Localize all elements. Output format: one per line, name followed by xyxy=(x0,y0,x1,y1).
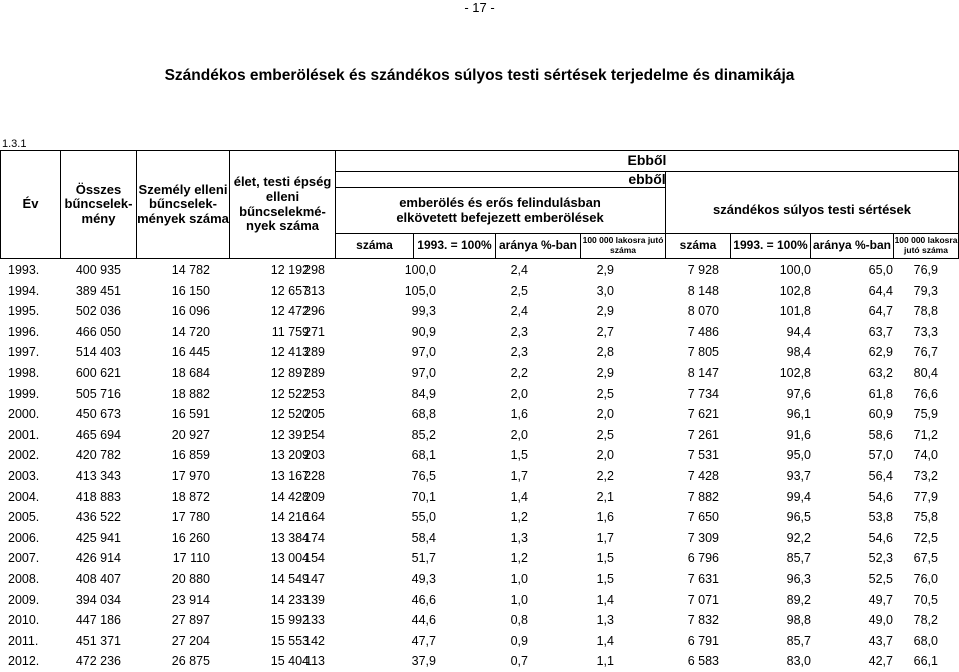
cell-year: 1996. xyxy=(8,324,40,339)
cell-assault-per100k: 75,8 xyxy=(913,510,938,525)
cell-homicide-share: 2,0 xyxy=(510,427,528,442)
cell-life-crimes: 13 167 xyxy=(270,469,309,483)
cell-homicide-count: 203 xyxy=(304,448,325,463)
cell-assault-per100k: 66,1 xyxy=(913,654,938,669)
cell-assault-count: 7 631 xyxy=(687,572,719,586)
cell-homicide-index: 85,2 xyxy=(411,427,436,442)
table-row xyxy=(0,260,959,281)
cell-homicide-per100k: 1,4 xyxy=(596,592,614,607)
cell-life-crimes: 14 549 xyxy=(270,572,309,586)
header-ebbol: Ebből xyxy=(627,152,667,169)
table-row xyxy=(0,342,959,363)
cell-assault-index: 102,8 xyxy=(779,366,811,380)
cell-year: 2008. xyxy=(8,572,40,586)
cell-assault-per100k: 78,2 xyxy=(913,613,938,628)
header-year: Év xyxy=(22,196,39,212)
cell-assault-share: 64,7 xyxy=(868,304,893,319)
ebbol2-divider xyxy=(335,187,665,188)
table-row xyxy=(0,569,959,590)
cell-homicide-count: 142 xyxy=(304,633,325,648)
cell-total-crimes: 600 621 xyxy=(75,366,121,380)
cell-total-crimes: 389 451 xyxy=(75,283,121,298)
table-row xyxy=(0,425,959,446)
cell-homicide-per100k: 2,7 xyxy=(596,324,614,339)
cell-life-crimes: 15 404 xyxy=(270,654,309,669)
cell-assault-count: 6 796 xyxy=(687,551,719,566)
header-subcol-divider xyxy=(580,233,581,259)
cell-person-crimes: 18 872 xyxy=(171,489,210,504)
cell-homicide-per100k: 2,9 xyxy=(596,366,614,380)
cell-life-crimes: 15 992 xyxy=(270,613,309,628)
cell-year: 2000. xyxy=(8,407,40,422)
cell-total-crimes: 426 914 xyxy=(75,551,121,566)
cell-life-crimes: 12 522 xyxy=(270,386,309,401)
header-assault-index: 1993. = 100% xyxy=(733,238,808,253)
header-ebbol2: ebből xyxy=(628,170,666,187)
cell-assault-per100k: 76,0 xyxy=(913,572,938,586)
header-assault: szándékos súlyos testi sértések xyxy=(713,202,911,218)
cell-total-crimes: 465 694 xyxy=(75,427,121,442)
cell-life-crimes: 12 897 xyxy=(270,366,309,380)
cell-assault-per100k: 67,5 xyxy=(913,551,938,566)
cell-year: 2011. xyxy=(8,633,39,648)
cell-homicide-share: 1,4 xyxy=(510,489,528,504)
cell-homicide-count: 164 xyxy=(304,510,325,525)
header-assault-count: száma xyxy=(679,238,717,253)
cell-assault-count: 8 070 xyxy=(687,304,719,319)
cell-life-crimes: 12 192 xyxy=(270,263,309,277)
cell-homicide-share: 2,5 xyxy=(510,283,528,298)
cell-year: 2005. xyxy=(8,510,40,525)
cell-total-crimes: 450 673 xyxy=(75,407,121,422)
cell-homicide-index: 68,8 xyxy=(411,407,436,422)
cell-person-crimes: 26 875 xyxy=(171,654,210,669)
cell-assault-count: 6 791 xyxy=(687,633,719,648)
cell-assault-index: 83,0 xyxy=(786,654,811,669)
header-assault-per100k: 100 000 lakosra jutó száma xyxy=(894,235,958,255)
cell-life-crimes: 14 428 xyxy=(270,489,309,504)
cell-year: 1994. xyxy=(8,283,40,298)
cell-life-crimes: 14 233 xyxy=(270,592,309,607)
cell-assault-index: 98,8 xyxy=(786,613,811,628)
cell-total-crimes: 466 050 xyxy=(75,324,121,339)
cell-homicide-share: 1,0 xyxy=(510,572,528,586)
cell-total-crimes: 418 883 xyxy=(75,489,121,504)
cell-homicide-per100k: 3,0 xyxy=(596,283,614,298)
cell-assault-per100k: 76,9 xyxy=(913,263,938,277)
cell-assault-index: 94,4 xyxy=(786,324,811,339)
cell-homicide-share: 2,2 xyxy=(510,366,528,380)
cell-life-crimes: 13 004 xyxy=(270,551,309,566)
cell-homicide-share: 2,0 xyxy=(510,386,528,401)
cell-homicide-per100k: 2,0 xyxy=(596,448,614,463)
cell-homicide-index: 105,0 xyxy=(404,283,436,298)
cell-homicide-index: 97,0 xyxy=(411,366,436,380)
cell-homicide-index: 68,1 xyxy=(411,448,436,463)
table-row xyxy=(0,445,959,466)
cell-homicide-per100k: 1,5 xyxy=(596,572,614,586)
cell-assault-index: 102,8 xyxy=(779,283,811,298)
cell-homicide-per100k: 2,1 xyxy=(596,489,614,504)
cell-assault-share: 57,0 xyxy=(868,448,893,463)
header-assault-share: aránya %-ban xyxy=(812,238,892,253)
cell-person-crimes: 20 880 xyxy=(171,572,210,586)
cell-year: 1999. xyxy=(8,386,40,401)
cell-assault-per100k: 79,3 xyxy=(913,283,938,298)
cell-assault-share: 43,7 xyxy=(868,633,893,648)
cell-homicide-index: 84,9 xyxy=(411,386,436,401)
cell-homicide-index: 46,6 xyxy=(411,592,436,607)
cell-total-crimes: 394 034 xyxy=(75,592,121,607)
cell-assault-share: 60,9 xyxy=(868,407,893,422)
cell-assault-per100k: 73,2 xyxy=(913,469,938,483)
cell-assault-index: 85,7 xyxy=(786,633,811,648)
cell-person-crimes: 16 591 xyxy=(171,407,210,422)
cell-homicide-per100k: 2,9 xyxy=(596,304,614,319)
table-row xyxy=(0,404,959,425)
table-row xyxy=(0,384,959,405)
cell-homicide-per100k: 1,1 xyxy=(596,654,614,669)
cell-assault-share: 63,7 xyxy=(868,324,893,339)
cell-assault-index: 96,3 xyxy=(786,572,811,586)
cell-homicide-per100k: 1,5 xyxy=(596,551,614,566)
cell-assault-index: 92,2 xyxy=(786,530,811,545)
cell-year: 2001. xyxy=(8,427,40,442)
header-homicide-count: száma xyxy=(356,238,393,253)
cell-assault-count: 6 583 xyxy=(687,654,719,669)
cell-homicide-per100k: 2,9 xyxy=(596,263,614,277)
cell-homicide-index: 58,4 xyxy=(411,530,436,545)
cell-homicide-count: 205 xyxy=(304,407,325,422)
cell-assault-index: 89,2 xyxy=(786,592,811,607)
cell-homicide-per100k: 2,8 xyxy=(596,345,614,360)
cell-year: 2009. xyxy=(8,592,40,607)
cell-assault-count: 7 261 xyxy=(687,427,719,442)
cell-homicide-index: 90,9 xyxy=(411,324,436,339)
cell-assault-per100k: 71,2 xyxy=(913,427,938,442)
cell-assault-share: 49,0 xyxy=(868,613,893,628)
cell-person-crimes: 16 445 xyxy=(171,345,210,360)
table-row xyxy=(0,651,959,672)
header-homicide-share: aránya %-ban xyxy=(498,238,578,253)
cell-homicide-per100k: 2,5 xyxy=(596,386,614,401)
cell-homicide-per100k: 2,0 xyxy=(596,407,614,422)
cell-homicide-per100k: 2,2 xyxy=(596,469,614,483)
cell-year: 1998. xyxy=(8,366,40,380)
cell-total-crimes: 425 941 xyxy=(75,530,121,545)
cell-life-crimes: 12 391 xyxy=(270,427,309,442)
cell-person-crimes: 14 782 xyxy=(171,263,210,277)
table-row xyxy=(0,548,959,569)
cell-total-crimes: 413 343 xyxy=(75,469,121,483)
cell-assault-per100k: 76,7 xyxy=(913,345,938,360)
cell-homicide-count: 154 xyxy=(304,551,325,566)
cell-assault-count: 7 531 xyxy=(687,448,719,463)
cell-homicide-share: 1,5 xyxy=(510,448,528,463)
cell-assault-count: 7 882 xyxy=(687,489,719,504)
cell-homicide-share: 1,2 xyxy=(510,551,528,566)
cell-total-crimes: 408 407 xyxy=(75,572,121,586)
cell-assault-share: 42,7 xyxy=(868,654,893,669)
cell-assault-share: 52,3 xyxy=(868,551,893,566)
cell-assault-per100k: 75,9 xyxy=(913,407,938,422)
cell-person-crimes: 17 780 xyxy=(171,510,210,525)
cell-homicide-count: 209 xyxy=(304,489,325,504)
cell-homicide-count: 271 xyxy=(304,324,325,339)
cell-homicide-index: 37,9 xyxy=(411,654,436,669)
cell-year: 2004. xyxy=(8,489,40,504)
cell-homicide-count: 254 xyxy=(304,427,325,442)
cell-homicide-share: 0,7 xyxy=(510,654,528,669)
cell-assault-index: 96,1 xyxy=(786,407,811,422)
cell-homicide-index: 100,0 xyxy=(404,263,436,277)
cell-assault-index: 97,6 xyxy=(786,386,811,401)
cell-homicide-per100k: 1,4 xyxy=(596,633,614,648)
cell-person-crimes: 18 882 xyxy=(171,386,210,401)
cell-homicide-share: 2,3 xyxy=(510,324,528,339)
cell-year: 2010. xyxy=(8,613,40,628)
header-person-crimes: Személy elleni bűncselek-mények száma xyxy=(137,181,229,226)
cell-assault-share: 61,8 xyxy=(868,386,893,401)
cell-assault-per100k: 73,3 xyxy=(913,324,938,339)
cell-assault-share: 62,9 xyxy=(868,345,893,360)
cell-year: 2012. xyxy=(8,654,40,669)
cell-assault-share: 64,4 xyxy=(868,283,893,298)
cell-assault-index: 99,4 xyxy=(786,489,811,504)
cell-homicide-count: 113 xyxy=(305,654,325,669)
cell-person-crimes: 16 859 xyxy=(171,448,210,463)
cell-homicide-count: 313 xyxy=(304,283,325,298)
cell-assault-count: 8 148 xyxy=(687,283,719,298)
cell-assault-count: 7 621 xyxy=(687,407,719,422)
cell-homicide-share: 1,2 xyxy=(510,510,528,525)
cell-homicide-share: 1,0 xyxy=(510,592,528,607)
cell-assault-per100k: 70,5 xyxy=(913,592,938,607)
cell-homicide-count: 133 xyxy=(304,613,325,628)
header-bottom-border xyxy=(0,258,958,259)
page-title: Szándékos emberölések és szándékos súlyos testi sértések terjedelme és dinamikája xyxy=(164,67,795,84)
cell-life-crimes: 12 413 xyxy=(270,345,309,360)
cell-total-crimes: 436 522 xyxy=(75,510,121,525)
cell-assault-per100k: 68,0 xyxy=(913,633,938,648)
header-homicide-per100k: 100 000 lakosra jutó száma xyxy=(582,235,664,255)
cell-life-crimes: 11 759 xyxy=(271,324,309,339)
cell-assault-index: 85,7 xyxy=(786,551,811,566)
cell-homicide-count: 174 xyxy=(304,530,325,545)
header-homicide: emberölés és erős felindulásban elkövetett befejezett emberölések xyxy=(396,195,604,225)
table-row xyxy=(0,487,959,508)
cell-year: 2002. xyxy=(8,448,40,463)
cell-year: 2007. xyxy=(8,551,40,566)
cell-assault-share: 54,6 xyxy=(868,530,893,545)
cell-assault-index: 93,7 xyxy=(786,469,811,483)
cell-homicide-share: 1,3 xyxy=(510,530,528,545)
cell-total-crimes: 502 036 xyxy=(75,304,121,319)
cell-year: 2003. xyxy=(8,469,40,483)
cell-homicide-index: 55,0 xyxy=(411,510,436,525)
cell-assault-index: 101,8 xyxy=(779,304,811,319)
cell-life-crimes: 12 657 xyxy=(270,283,309,298)
cell-homicide-share: 1,7 xyxy=(510,469,528,483)
cell-homicide-share: 2,4 xyxy=(510,263,528,277)
cell-homicide-per100k: 1,6 xyxy=(596,510,614,525)
cell-year: 1995. xyxy=(8,304,40,319)
cell-life-crimes: 13 384 xyxy=(270,530,309,545)
cell-person-crimes: 27 204 xyxy=(171,633,210,648)
table-row xyxy=(0,301,959,322)
cell-year: 1993. xyxy=(8,263,40,277)
cell-assault-share: 54,6 xyxy=(868,489,893,504)
cell-person-crimes: 18 684 xyxy=(171,366,210,380)
cell-person-crimes: 17 110 xyxy=(172,551,210,566)
cell-person-crimes: 20 927 xyxy=(171,427,210,442)
cell-homicide-index: 44,6 xyxy=(411,613,436,628)
cell-homicide-share: 2,4 xyxy=(510,304,528,319)
cell-assault-count: 7 428 xyxy=(687,469,719,483)
cell-homicide-share: 0,8 xyxy=(510,613,528,628)
cell-assault-share: 58,6 xyxy=(868,427,893,442)
cell-year: 2006. xyxy=(8,530,40,545)
cell-homicide-per100k: 2,5 xyxy=(596,427,614,442)
cell-assault-count: 7 071 xyxy=(687,592,719,607)
header-total-crimes: Összes bűncselek-mény xyxy=(64,181,133,226)
table-row xyxy=(0,631,959,652)
cell-homicide-index: 76,5 xyxy=(411,469,436,483)
cell-homicide-count: 289 xyxy=(304,366,325,380)
table-row xyxy=(0,610,959,631)
cell-person-crimes: 16 150 xyxy=(171,283,210,298)
table-row xyxy=(0,528,959,549)
cell-assault-share: 56,4 xyxy=(868,469,893,483)
cell-homicide-count: 228 xyxy=(304,469,325,483)
cell-assault-index: 95,0 xyxy=(786,448,811,463)
cell-assault-count: 7 832 xyxy=(687,613,719,628)
cell-life-crimes: 12 520 xyxy=(270,407,309,422)
cell-life-crimes: 12 472 xyxy=(270,304,309,319)
cell-assault-per100k: 72,5 xyxy=(913,530,938,545)
cell-assault-index: 96,5 xyxy=(786,510,811,525)
cell-assault-share: 65,0 xyxy=(868,263,893,277)
header-homicide-index: 1993. = 100% xyxy=(417,238,492,253)
cell-homicide-count: 139 xyxy=(304,592,325,607)
cell-total-crimes: 472 236 xyxy=(75,654,121,669)
cell-homicide-share: 1,6 xyxy=(510,407,528,422)
cell-homicide-index: 49,3 xyxy=(411,572,436,586)
cell-life-crimes: 13 209 xyxy=(270,448,309,463)
cell-person-crimes: 16 260 xyxy=(171,530,210,545)
cell-assault-share: 63,2 xyxy=(868,366,893,380)
cell-total-crimes: 420 782 xyxy=(75,448,121,463)
cell-person-crimes: 17 970 xyxy=(171,469,210,483)
cell-assault-index: 100,0 xyxy=(779,263,811,277)
table-row xyxy=(0,281,959,302)
cell-homicide-per100k: 1,3 xyxy=(596,613,614,628)
cell-assault-per100k: 80,4 xyxy=(913,366,938,380)
cell-homicide-index: 51,7 xyxy=(411,551,436,566)
cell-homicide-per100k: 1,7 xyxy=(596,530,614,545)
cell-life-crimes: 15 553 xyxy=(270,633,309,648)
cell-person-crimes: 16 096 xyxy=(171,304,210,319)
page-number: - 17 - xyxy=(464,0,495,15)
cell-assault-index: 98,4 xyxy=(786,345,811,360)
table-row xyxy=(0,466,959,487)
cell-person-crimes: 27 897 xyxy=(171,613,210,628)
header-life-crimes: élet, testi épség elleni bűncselekmé-nyek száma xyxy=(233,174,332,234)
table-row xyxy=(0,590,959,611)
cell-assault-per100k: 74,0 xyxy=(913,448,938,463)
cell-homicide-count: 296 xyxy=(304,304,325,319)
cell-assault-per100k: 78,8 xyxy=(913,304,938,319)
cell-total-crimes: 505 716 xyxy=(75,386,121,401)
cell-assault-index: 91,6 xyxy=(786,427,811,442)
cell-year: 1997. xyxy=(8,345,40,360)
cell-person-crimes: 14 720 xyxy=(171,324,210,339)
cell-assault-count: 7 650 xyxy=(687,510,719,525)
cell-homicide-index: 99,3 xyxy=(411,304,436,319)
cell-homicide-share: 2,3 xyxy=(510,345,528,360)
cell-assault-count: 7 734 xyxy=(687,386,719,401)
cell-homicide-count: 253 xyxy=(304,386,325,401)
cell-person-crimes: 23 914 xyxy=(171,592,210,607)
cell-total-crimes: 451 371 xyxy=(75,633,121,648)
cell-homicide-count: 147 xyxy=(304,572,325,586)
cell-life-crimes: 14 216 xyxy=(270,510,309,525)
cell-homicide-index: 97,0 xyxy=(411,345,436,360)
cell-assault-count: 7 805 xyxy=(687,345,719,360)
cell-assault-count: 7 486 xyxy=(687,324,719,339)
cell-assault-share: 53,8 xyxy=(868,510,893,525)
table-row xyxy=(0,363,959,384)
cell-assault-count: 7 928 xyxy=(687,263,719,277)
cell-assault-per100k: 77,9 xyxy=(913,489,938,504)
cell-total-crimes: 514 403 xyxy=(75,345,121,360)
cell-homicide-count: 289 xyxy=(304,345,325,360)
cell-total-crimes: 400 935 xyxy=(75,263,121,277)
table-row xyxy=(0,322,959,343)
cell-assault-share: 52,5 xyxy=(868,572,893,586)
cell-assault-per100k: 76,6 xyxy=(913,386,938,401)
table-row xyxy=(0,507,959,528)
cell-homicide-index: 47,7 xyxy=(411,633,436,648)
cell-assault-count: 7 309 xyxy=(687,530,719,545)
cell-assault-share: 49,7 xyxy=(868,592,893,607)
cell-assault-count: 8 147 xyxy=(687,366,719,380)
cell-homicide-count: 298 xyxy=(304,263,325,277)
cell-homicide-index: 70,1 xyxy=(411,489,436,504)
cell-homicide-share: 0,9 xyxy=(510,633,528,648)
cell-total-crimes: 447 186 xyxy=(75,613,121,628)
section-number: 1.3.1 xyxy=(2,138,27,150)
